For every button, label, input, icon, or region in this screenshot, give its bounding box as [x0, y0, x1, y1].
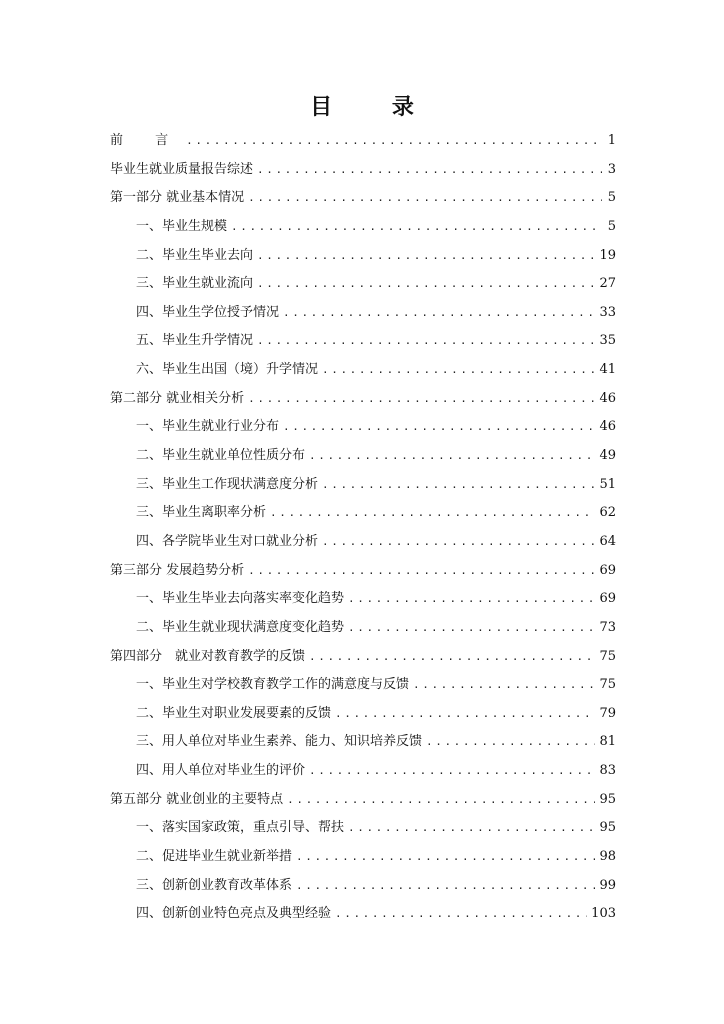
toc-dot-leader [348, 814, 595, 843]
toc-entry-label: 三、创新创业教育改革体系 [136, 877, 293, 893]
toc-entry-label: 第二部分 就业相关分析 [110, 390, 245, 406]
toc-entry[interactable] [110, 156, 616, 185]
toc-entry-label: 三、毕业生离职率分析 [136, 505, 267, 521]
toc-dot-leader [296, 872, 595, 901]
toc-entry-label: 一、毕业生对学校教育教学工作的满意度与反馈 [136, 677, 410, 693]
toc-dot-leader [270, 499, 595, 528]
toc-dot-leader [322, 528, 595, 557]
toc-entry-page-number: 64 [599, 533, 616, 549]
toc-entry-label: 三、毕业生工作现状满意度分析 [136, 476, 319, 492]
toc-entry[interactable] [110, 700, 616, 729]
toc-entry-page-number: 35 [599, 333, 616, 349]
toc-dot-leader [283, 299, 595, 328]
toc-dot-leader [426, 728, 595, 757]
toc-entry[interactable] [110, 757, 616, 786]
toc-entry[interactable] [110, 814, 616, 843]
toc-dot-leader [348, 614, 595, 643]
page-title: 目 录 [310, 94, 440, 120]
toc-dot-leader [309, 442, 595, 471]
toc-dot-leader [287, 786, 595, 815]
table-of-contents [110, 127, 616, 929]
toc-entry-page-number: 19 [599, 247, 616, 263]
toc-entry-page-number: 27 [599, 276, 616, 292]
toc-entry-page-number: 95 [599, 791, 616, 807]
toc-entry-page-number: 99 [599, 877, 616, 893]
toc-entry-label: 第三部分 发展趋势分析 [110, 562, 245, 578]
toc-entry-label: 二、毕业生就业现状满意度变化趋势 [136, 619, 345, 635]
toc-dot-leader [335, 900, 587, 929]
toc-entry-label: 四、创新创业特色亮点及典型经验 [136, 906, 332, 922]
toc-entry[interactable] [110, 184, 616, 213]
toc-entry[interactable] [110, 585, 616, 614]
toc-entry-label: 第五部分 就业创业的主要特点 [110, 791, 284, 807]
toc-entry-label: 一、毕业生规模 [136, 218, 228, 234]
toc-entry-label: 前 言 [110, 133, 183, 148]
toc-dot-leader [248, 385, 595, 414]
toc-dot-leader [309, 757, 595, 786]
toc-entry[interactable] [110, 499, 616, 528]
toc-entry-label: 二、毕业生毕业去向 [136, 247, 254, 263]
toc-entry-page-number: 69 [599, 591, 616, 607]
toc-entry-page-number: 98 [599, 849, 616, 865]
toc-entry-label: 四、毕业生学位授予情况 [136, 304, 280, 320]
toc-entry-label: 二、促进毕业生就业新举措 [136, 849, 293, 865]
toc-entry[interactable] [110, 356, 616, 385]
toc-entry-label: 毕业生就业质量报告综述 [110, 161, 254, 177]
toc-entry[interactable] [110, 843, 616, 872]
toc-entry-label: 第一部分 就业基本情况 [110, 190, 245, 206]
toc-entry-page-number: 75 [599, 677, 616, 693]
toc-entry-label: 二、毕业生对职业发展要素的反馈 [136, 705, 332, 721]
toc-entry[interactable] [110, 299, 616, 328]
toc-entry-page-number: 3 [607, 161, 616, 177]
toc-entry-page-number: 79 [599, 705, 616, 721]
toc-entry-label: 三、用人单位对毕业生素养、能力、知识培养反馈 [136, 734, 423, 750]
toc-entry-page-number: 51 [599, 476, 616, 492]
toc-entry-page-number: 46 [599, 390, 616, 406]
toc-dot-leader [348, 585, 595, 614]
toc-entry-label: 四、用人单位对毕业生的评价 [136, 763, 306, 779]
toc-dot-leader [296, 843, 595, 872]
toc-dot-leader [257, 242, 595, 271]
toc-dot-leader [248, 184, 602, 213]
toc-dot-leader [257, 327, 595, 356]
toc-entry-label: 一、毕业生毕业去向落实率变化趋势 [136, 591, 345, 607]
toc-entry-label: 五、毕业生升学情况 [136, 333, 254, 349]
toc-entry-label: 第四部分 就业对教育教学的反馈 [110, 648, 306, 664]
toc-entry-page-number: 69 [599, 562, 616, 578]
toc-entry[interactable] [110, 728, 616, 757]
toc-entry[interactable] [110, 471, 616, 500]
toc-entry-page-number: 33 [599, 304, 616, 320]
toc-entry-label: 三、毕业生就业流向 [136, 276, 254, 292]
toc-entry-page-number: 46 [599, 419, 616, 435]
toc-entry-page-number: 73 [599, 619, 616, 635]
toc-dot-leader [257, 156, 602, 185]
toc-entry-page-number: 49 [599, 448, 616, 464]
toc-dot-leader [309, 643, 595, 672]
toc-dot-leader [257, 270, 595, 299]
toc-entry[interactable] [110, 786, 616, 815]
toc-entry[interactable] [110, 614, 616, 643]
toc-entry-page-number: 95 [599, 820, 616, 836]
toc-entry[interactable] [110, 327, 616, 356]
toc-entry[interactable] [110, 213, 616, 242]
toc-entry-page-number: 5 [607, 218, 616, 234]
toc-entry[interactable] [110, 127, 616, 156]
toc-entry-page-number: 75 [599, 648, 616, 664]
toc-dot-leader [322, 471, 595, 500]
toc-entry-label: 一、落实国家政策，重点引导、帮扶 [136, 820, 345, 836]
toc-dot-leader [322, 356, 595, 385]
toc-dot-leader [413, 671, 595, 700]
toc-entry-page-number: 5 [607, 190, 616, 206]
toc-dot-leader [283, 413, 595, 442]
toc-entry-page-number: 41 [599, 362, 616, 378]
toc-entry[interactable] [110, 671, 616, 700]
toc-entry-page-number: 1 [607, 133, 616, 148]
toc-entry[interactable] [110, 900, 616, 929]
toc-entry[interactable] [110, 270, 616, 299]
toc-entry[interactable] [110, 872, 616, 901]
toc-entry[interactable] [110, 528, 616, 557]
toc-entry-page-number: 81 [599, 734, 616, 750]
toc-entry-page-number: 83 [599, 763, 616, 779]
toc-entry-label: 六、毕业生出国（境）升学情况 [136, 362, 319, 378]
toc-entry[interactable] [110, 557, 616, 586]
toc-entry-page-number: 62 [599, 505, 616, 521]
toc-entry-label: 二、毕业生就业单位性质分布 [136, 448, 306, 464]
toc-dot-leader [335, 700, 595, 729]
toc-entry[interactable] [110, 442, 616, 471]
toc-entry-label: 四、各学院毕业生对口就业分析 [136, 533, 319, 549]
toc-dot-leader [186, 127, 602, 156]
toc-entry[interactable] [110, 643, 616, 672]
toc-entry-label: 一、毕业生就业行业分布 [136, 419, 280, 435]
toc-dot-leader [231, 213, 602, 242]
toc-entry[interactable] [110, 385, 616, 414]
toc-entry[interactable] [110, 242, 616, 271]
toc-dot-leader [248, 557, 595, 586]
toc-entry[interactable] [110, 413, 616, 442]
toc-entry-page-number: 103 [591, 906, 616, 922]
